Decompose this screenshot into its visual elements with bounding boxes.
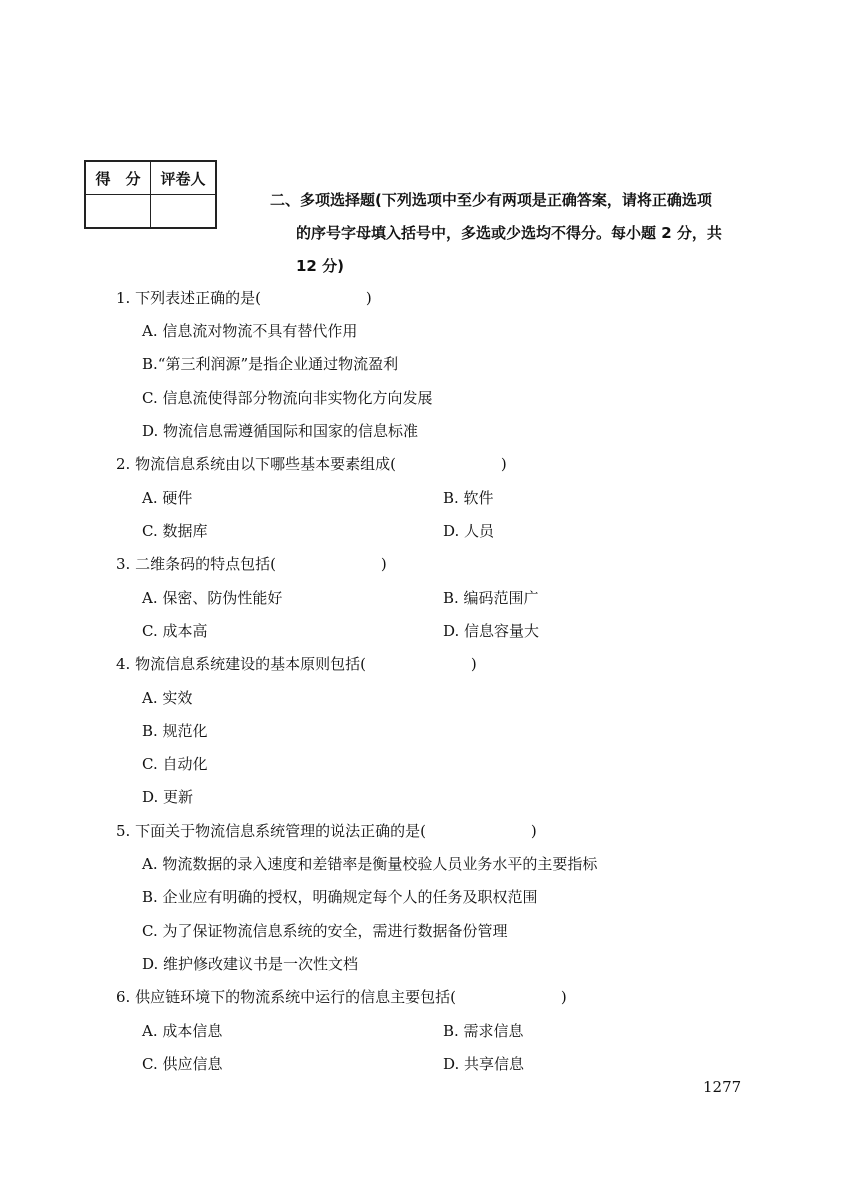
question-4-option-a: A. 实效: [142, 689, 193, 707]
question-1-option-b: B.“第三利润源”是指企业通过物流盈利: [142, 355, 399, 373]
question-3-option-c: C. 成本高: [142, 622, 208, 640]
question-6-stem: 6. 供应链环境下的物流系统中运行的信息主要包括( ): [116, 988, 567, 1006]
question-5-option-b: B. 企业应有明确的授权，明确规定每个人的任务及职权范围: [142, 888, 538, 906]
question-1-stem: 1. 下列表述正确的是( ): [116, 289, 372, 307]
grader-header: 评卷人: [151, 161, 217, 195]
grader-cell[interactable]: [151, 195, 217, 229]
score-cell[interactable]: [85, 195, 151, 229]
question-2-option-d: D. 人员: [443, 522, 495, 540]
question-6-option-b: B. 需求信息: [443, 1022, 524, 1040]
section-heading-line-2: 的序号字母填入括号中，多选或少选均不得分。每小题 2 分，共: [296, 224, 722, 242]
question-2-option-b: B. 软件: [443, 489, 494, 507]
question-1-option-c: C. 信息流使得部分物流向非实物化方向发展: [142, 389, 433, 407]
question-2-option-a: A. 硬件: [142, 489, 193, 507]
question-5-stem: 5. 下面关于物流信息系统管理的说法正确的是( ): [116, 822, 537, 840]
question-4-option-b: B. 规范化: [142, 722, 208, 740]
section-heading-line-3: 12 分): [296, 257, 344, 275]
section-heading: [270, 184, 770, 283]
section-heading-line-1: 二、多项选择题(下列选项中至少有两项是正确答案，请将正确选项: [270, 191, 712, 209]
question-5-option-c: C. 为了保证物流信息系统的安全，需进行数据备份管理: [142, 922, 508, 940]
score-header: 得 分: [85, 161, 151, 195]
question-2-stem: 2. 物流信息系统由以下哪些基本要素组成( ): [116, 455, 507, 473]
question-4-stem: 4. 物流信息系统建设的基本原则包括( ): [116, 655, 477, 673]
question-3-option-b: B. 编码范围广: [443, 589, 539, 607]
question-6-option-d: D. 共享信息: [443, 1055, 525, 1073]
question-4-option-d: D. 更新: [142, 788, 194, 806]
question-1-option-a: A. 信息流对物流不具有替代作用: [142, 322, 358, 340]
question-3-option-a: A. 保密、防伪性能好: [142, 589, 283, 607]
question-4-option-c: C. 自动化: [142, 755, 208, 773]
question-3-option-d: D. 信息容量大: [443, 622, 540, 640]
score-table: [84, 160, 217, 229]
page-number: 1277: [703, 1078, 742, 1096]
question-6-option-c: C. 供应信息: [142, 1055, 223, 1073]
question-6-option-a: A. 成本信息: [142, 1022, 223, 1040]
question-2-option-c: C. 数据库: [142, 522, 208, 540]
question-3-stem: 3. 二维条码的特点包括( ): [116, 555, 387, 573]
question-1-option-d: D. 物流信息需遵循国际和国家的信息标准: [142, 422, 419, 440]
question-5-option-a: A. 物流数据的录入速度和差错率是衡量校验人员业务水平的主要指标: [142, 855, 598, 873]
question-5-option-d: D. 维护修改建议书是一次性文档: [142, 955, 359, 973]
